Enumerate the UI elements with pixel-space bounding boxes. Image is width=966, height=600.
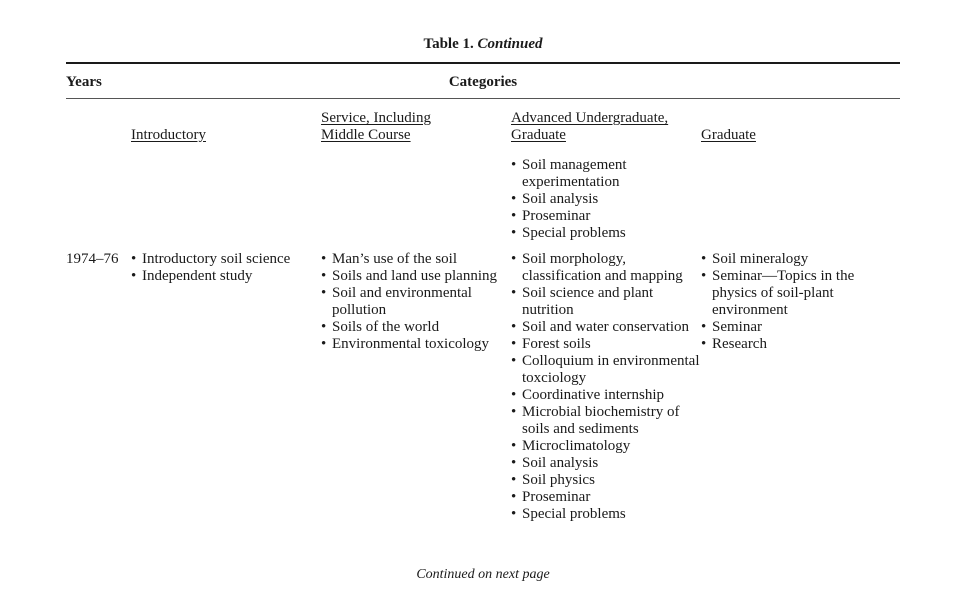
table-top-rule	[66, 62, 900, 64]
row-year: 1974–76	[66, 251, 119, 267]
list-item: • Soils of the world	[321, 319, 511, 336]
list-item: • Research	[701, 336, 871, 353]
column-header-introductory	[131, 127, 206, 144]
list-item: • Man’s use of the soil	[321, 251, 511, 268]
list-item: • Soil analysis	[511, 191, 691, 208]
list-item: • Independent study	[131, 268, 311, 285]
list-item: • Coordinative internship	[511, 387, 701, 404]
table-title-suffix: Continued	[477, 36, 543, 52]
list-item: • Seminar	[701, 319, 871, 336]
column-header-line: Graduate	[701, 127, 756, 143]
table-title	[0, 36, 966, 53]
list-item: • Soil mineralogy	[701, 251, 871, 268]
list-item: • Environmental toxicology	[321, 336, 511, 353]
column-header-line: Introductory	[131, 127, 206, 143]
list-item: • Colloquium in environmental toxciology	[511, 353, 701, 387]
list-item: • Soil and water conservation	[511, 319, 701, 336]
column-header-line: Middle Course	[321, 127, 411, 143]
years-header: Years	[66, 74, 102, 90]
list-item: • Forest soils	[511, 336, 701, 353]
list-item: • Soil analysis	[511, 455, 701, 472]
list-item: • Soil and environmental pollution	[321, 285, 511, 319]
table-title-number: Table 1.	[423, 36, 474, 52]
list-item: • Introductory soil science	[131, 251, 311, 268]
list-item: • Soil physics	[511, 472, 701, 489]
list-item: • Microclimatology	[511, 438, 701, 455]
column-header-line: Advanced Undergraduate,	[511, 110, 669, 126]
column-header-line: Graduate	[511, 127, 566, 143]
service-list	[321, 251, 511, 353]
list-item: • Proseminar	[511, 208, 691, 225]
introductory-list	[131, 251, 311, 285]
list-item: • Soil morphology, classification and mapping	[511, 251, 701, 285]
list-item: • Soils and land use planning	[321, 268, 511, 285]
list-item: • Special problems	[511, 225, 691, 242]
column-header-line: Service, Including	[321, 110, 431, 126]
column-header-service	[321, 110, 431, 144]
list-item: • Soil science and plant nutrition	[511, 285, 701, 319]
advanced-list	[511, 251, 701, 523]
continued-footer: Continued on next page	[416, 567, 550, 582]
header-rule	[66, 98, 900, 99]
column-header-advanced	[511, 110, 668, 144]
list-item: • Seminar—Topics in the physics of soil-plant environment	[701, 268, 871, 319]
categories-header: Categories	[448, 74, 518, 90]
list-item: • Soil management experimentation	[511, 157, 691, 191]
continued-advanced-list	[511, 157, 691, 242]
graduate-list	[701, 251, 871, 353]
column-header-graduate	[701, 127, 756, 144]
list-item: • Microbial biochemistry of soils and sediments	[511, 404, 701, 438]
list-item: • Special problems	[511, 506, 701, 523]
list-item: • Proseminar	[511, 489, 701, 506]
